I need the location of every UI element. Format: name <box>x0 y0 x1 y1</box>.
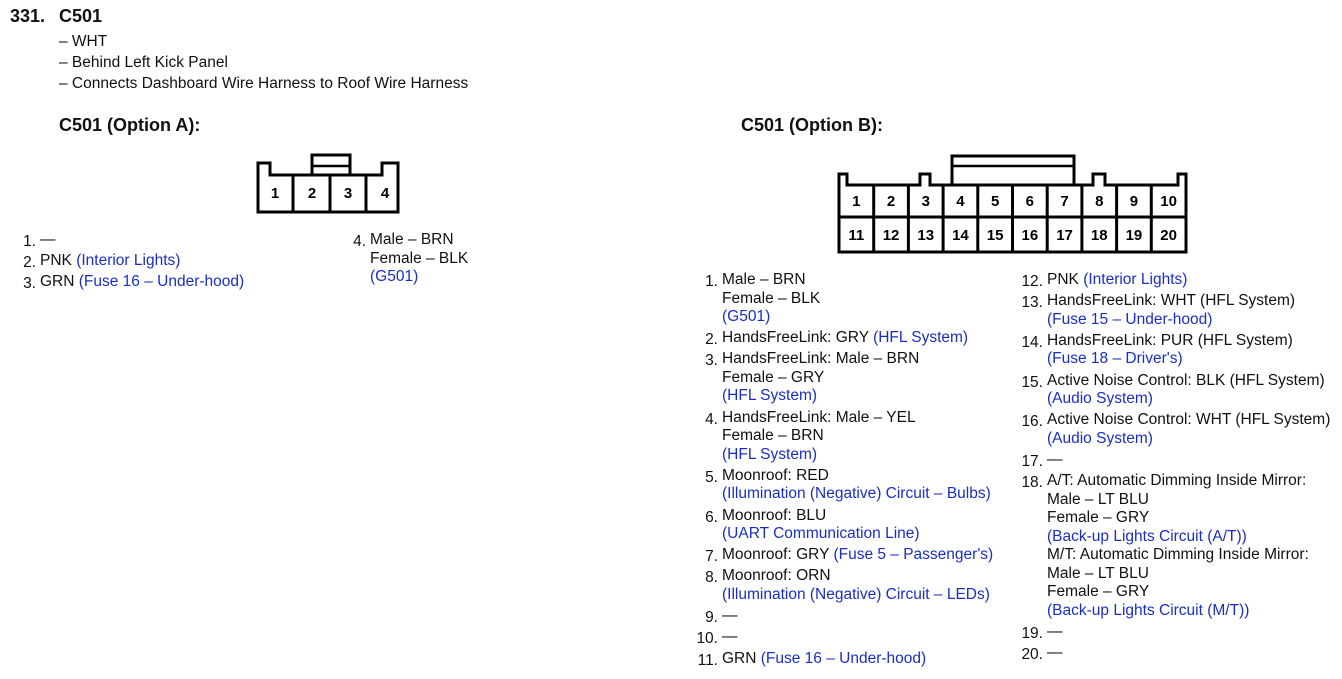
pin-line <box>722 369 919 388</box>
pin-wire-text: Female – GRY <box>1047 509 1150 527</box>
pin-wire-text: HandsFreeLink: WHT (HFL System) <box>1047 292 1296 310</box>
pin-number: 3. <box>23 275 36 292</box>
pin-line <box>1047 311 1295 330</box>
pin-line <box>1047 430 1330 449</box>
pin-line <box>370 231 468 250</box>
option-b-cell-2: 2 <box>886 193 896 210</box>
pin-wire-text: A/T: Automatic Dimming Inside Mirror: <box>1047 472 1307 490</box>
option-a-cell-4: 4 <box>380 185 390 202</box>
pin-line <box>1047 472 1309 491</box>
pin-circuit-ref: (HFL System) <box>722 387 818 405</box>
option-b-cell-17: 17 <box>1056 227 1073 244</box>
pin-wire-text: — <box>722 628 738 646</box>
pin-circuit-ref: (Back-up Lights Circuit (A/T)) <box>1047 527 1247 545</box>
option-b-cell-15: 15 <box>986 227 1004 244</box>
pin-circuit-ref: (Interior Lights) <box>76 252 181 269</box>
pin-line <box>1047 411 1330 430</box>
pin-line <box>722 409 916 428</box>
pin-wire-text: HandsFreeLink: Male – BRN <box>722 350 920 368</box>
pin-number: 10. <box>696 630 718 648</box>
pin-line <box>722 607 738 626</box>
option-b-cell-6: 6 <box>1025 193 1035 210</box>
pin-line <box>1047 390 1325 409</box>
pin-line <box>722 507 920 526</box>
pin-line <box>722 650 926 669</box>
option-b-cell-18: 18 <box>1090 227 1108 244</box>
pin-line <box>1047 292 1295 311</box>
pin-number: 16. <box>1021 413 1043 431</box>
pin-wire-text: Moonroof: ORN <box>722 567 831 585</box>
pin-number: 12. <box>1021 273 1043 290</box>
pin-line <box>1047 565 1309 584</box>
pin-number: 4. <box>705 410 718 428</box>
pin-wire-text: HandsFreeLink: GRY <box>722 329 874 347</box>
pin-circuit-ref: (Fuse 18 – Driver's) <box>1047 350 1183 368</box>
pin-line <box>722 329 968 348</box>
pin-line <box>40 231 56 250</box>
pin-number: 1. <box>705 273 718 290</box>
pin-number: 15. <box>1021 373 1043 391</box>
pin-wire-text: M/T: Automatic Dimming Inside Mirror: <box>1047 546 1309 564</box>
pin-number: 18. <box>1021 474 1043 492</box>
pin-circuit-ref: (Back-up Lights Circuit (M/T)) <box>1047 601 1250 619</box>
pin-number: 11. <box>697 651 718 669</box>
pin-wire-text: — <box>1047 644 1063 662</box>
option-b-cell-10: 10 <box>1160 193 1177 210</box>
pin-line <box>1047 546 1309 565</box>
pin-line <box>1047 451 1063 470</box>
pin-line <box>1047 623 1063 642</box>
pin-circuit-ref: (Fuse 16 – Under-hood) <box>760 649 927 667</box>
pin-line <box>722 546 993 565</box>
pin-circuit-ref: (Fuse 16 – Under-hood) <box>78 273 245 290</box>
option-b-cell-8: 8 <box>1095 193 1104 210</box>
detail-location: – Behind Left Kick Panel <box>59 54 228 71</box>
pin-line <box>722 290 820 309</box>
pin-wire-text: Male – BRN <box>722 271 806 288</box>
option-b-cell-11: 11 <box>848 227 865 244</box>
pin-wire-text: Female – BRN <box>722 427 824 445</box>
pin-line <box>1047 372 1325 391</box>
pin-line <box>370 268 468 287</box>
option-b-cell-9: 9 <box>1129 193 1139 210</box>
option-a-connector-diagram <box>250 150 415 220</box>
option-b-cell-4: 4 <box>956 193 965 210</box>
pin-line <box>722 427 916 446</box>
option-b-cell-16: 16 <box>1021 227 1039 244</box>
pin-wire-text: Moonroof: RED <box>722 466 829 484</box>
pin-circuit-ref: (Audio System) <box>1047 390 1153 408</box>
pin-wire-text: HandsFreeLink: Male – YEL <box>722 408 916 426</box>
pin-circuit-ref: (G501) <box>370 268 419 285</box>
pin-wire-text: Female – GRY <box>722 368 825 386</box>
pin-number: 5. <box>705 468 718 486</box>
pin-number: 17. <box>1021 453 1043 470</box>
pin-line <box>722 467 991 486</box>
pin-number: 3. <box>705 352 718 370</box>
pin-number: 2. <box>705 331 718 349</box>
pin-line <box>722 350 919 369</box>
pin-line <box>1047 509 1309 528</box>
pin-number: 9. <box>705 609 718 627</box>
option-b-cell-5: 5 <box>990 193 1000 210</box>
pin-line <box>722 525 920 544</box>
option-a-cell-1: 1 <box>270 185 280 202</box>
pin-wire-text: Female – GRY <box>1047 583 1150 601</box>
pin-wire-text: — <box>722 607 738 625</box>
pin-line <box>722 308 820 327</box>
pin-line <box>722 387 919 406</box>
pin-wire-text: — <box>1047 451 1063 468</box>
pin-line <box>1047 583 1309 602</box>
pin-line <box>40 252 180 271</box>
pin-circuit-ref: (Illumination (Negative) Circuit – LEDs) <box>722 585 990 603</box>
pin-number: 14. <box>1021 333 1043 351</box>
pin-wire-text: Active Noise Control: WHT (HFL System) <box>1047 411 1331 429</box>
pin-number: 1. <box>23 233 36 250</box>
section-number: 331. <box>10 6 46 26</box>
pin-circuit-ref: (Fuse 15 – Under-hood) <box>1047 310 1213 328</box>
option-b-cell-3: 3 <box>921 193 930 210</box>
pin-line <box>722 586 990 605</box>
pin-circuit-ref: (UART Communication Line) <box>722 525 920 542</box>
pin-line <box>1047 350 1293 369</box>
option-a-cell-2: 2 <box>307 185 317 202</box>
option-b-cell-14: 14 <box>952 227 969 244</box>
option-b-cell-12: 12 <box>882 227 900 244</box>
pin-circuit-ref: (HFL System) <box>873 329 969 347</box>
pin-number: 2. <box>23 254 36 271</box>
pin-number: 4. <box>353 233 366 250</box>
pin-line <box>722 446 916 465</box>
pin-line <box>1047 271 1187 290</box>
pin-line <box>1047 332 1293 351</box>
pin-wire-text: Male – LT BLU <box>1047 564 1149 582</box>
option-a-cell-3: 3 <box>343 185 353 202</box>
pin-circuit-ref: (Fuse 5 – Passenger's) <box>833 546 994 564</box>
pin-circuit-ref: (HFL System) <box>722 445 818 463</box>
pin-circuit-ref: (Audio System) <box>1047 429 1153 447</box>
pin-line <box>1047 644 1063 663</box>
option-b-cell-19: 19 <box>1125 227 1143 244</box>
pin-wire-text: Male – BRN <box>370 231 454 248</box>
pin-number: 8. <box>705 569 718 587</box>
option-b-title: C501 (Option B): <box>741 115 883 135</box>
detail-connects: – Connects Dashboard Wire Harness to Roof Wire Harness <box>59 75 469 92</box>
pin-wire-text: — <box>1047 622 1063 640</box>
pin-wire-text: Active Noise Control: BLK (HFL System) <box>1047 371 1325 389</box>
pin-wire-text: PNK <box>40 252 77 269</box>
pin-wire-text: Female – BLK <box>722 289 821 307</box>
pin-line <box>722 567 990 586</box>
pin-number: 13. <box>1021 294 1043 312</box>
option-a-title: C501 (Option A): <box>59 115 201 135</box>
pin-wire-text: PNK <box>1047 271 1084 288</box>
option-b-cell-1: 1 <box>852 193 861 210</box>
detail-color: – WHT <box>59 33 108 50</box>
pin-wire-text: Female – BLK <box>370 249 469 267</box>
pin-line <box>370 250 468 269</box>
pin-line <box>1047 602 1309 621</box>
pin-line <box>40 273 244 292</box>
pin-line <box>722 485 991 504</box>
pin-line <box>722 628 738 647</box>
pin-circuit-ref: (G501) <box>722 308 771 325</box>
option-b-connector-diagram <box>830 150 1195 258</box>
pin-wire-text: HandsFreeLink: PUR (HFL System) <box>1047 331 1293 349</box>
pin-number: 7. <box>705 548 718 566</box>
pin-line <box>722 271 820 290</box>
pin-wire-text: GRN <box>722 649 761 667</box>
pin-wire-text: — <box>40 231 56 248</box>
pin-wire-text: Moonroof: GRY <box>722 546 834 564</box>
option-b-cell-20: 20 <box>1160 227 1177 244</box>
option-b-cell-13: 13 <box>917 227 935 244</box>
option-b-cell-7: 7 <box>1060 193 1069 210</box>
pin-wire-text: Moonroof: BLU <box>722 506 827 524</box>
pin-wire-text: GRN <box>40 273 79 290</box>
pin-wire-text: Male – LT BLU <box>1047 490 1149 508</box>
pin-number: 19. <box>1021 624 1043 642</box>
pin-number: 20. <box>1021 646 1043 664</box>
pin-line <box>1047 491 1309 510</box>
pin-number: 6. <box>705 508 718 526</box>
pin-line <box>1047 528 1309 547</box>
pin-circuit-ref: (Interior Lights) <box>1083 271 1188 288</box>
connector-title: C501 <box>59 6 103 26</box>
pin-circuit-ref: (Illumination (Negative) Circuit – Bulbs) <box>722 485 991 503</box>
